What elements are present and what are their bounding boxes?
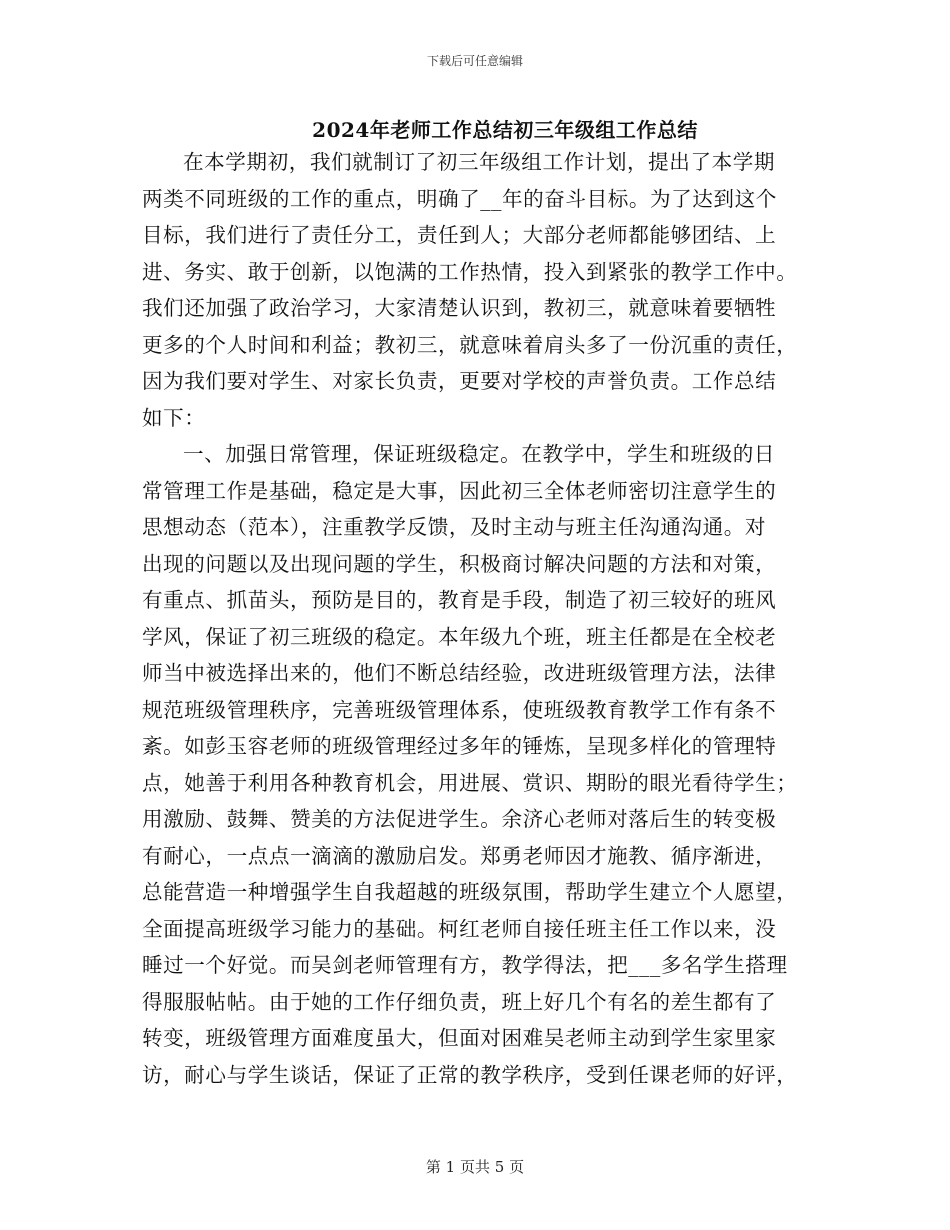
text-line: 睡过一个好觉。而吴剑老师管理有方，教学得法，把___多名学生搭理 [142,953,788,977]
page-footer: 第 1 页共 5 页 [425,1158,525,1176]
text-line: 用激励、鼓舞、赞美的方法促进学生。余济心老师对落后生的转变极 [142,807,777,831]
text-line: 转变，班级管理方面难度虽大，但面对困难吴老师主动到学生家里家 [142,1026,777,1050]
text-line: 如下： [142,405,206,430]
text-line: 有耐心，一点点一滴滴的激励启发。郑勇老师因才施教、循序渐进， [142,843,777,868]
text-line: 师当中被选择出来的，他们不断总结经验，改进班级管理方法，法律 [142,661,777,685]
text-line: 两类不同班级的工作的重点，明确了__年的奋斗目标。为了达到这个 [142,186,777,211]
text-line: 全面提高班级学习能力的基础。柯红老师自接任班主任工作以来，没 [142,916,777,941]
text-line: 点，她善于利用各种教育机会，用进展、赏识、期盼的眼光看待学生； [142,770,798,795]
text-line: 目标，我们进行了责任分工，责任到人；大部分老师都能够团结、上 [142,223,777,247]
text-line: 因为我们要对学生、对家长负责，更要对学校的声誉负责。工作总结 [142,369,777,393]
page-header: 下载后可任意编辑 [426,54,523,68]
text-line: 出现的问题以及出现问题的学生，积极商讨解决问题的方法和对策， [142,551,777,576]
paragraph-intro [142,144,812,436]
text-line: 我们还加强了政治学习，大家清楚认识到，教初三，就意味着要牺牲 [142,296,777,320]
text-line: 得服服帖帖。由于她的工作仔细负责，班上好几个有名的差生都有了 [142,989,777,1014]
text-line: 常管理工作是基础，稳定是大事，因此初三全体老师密切注意学生的 [142,478,777,503]
text-line: 更多的个人时间和利益；教初三，就意味着肩头多了一份沉重的责任， [142,332,798,357]
text-line: 访，耐心与学生谈话，保证了正常的教学秩序，受到任课老师的好评， [142,1062,798,1087]
paragraph-section-one [142,436,812,1093]
text-line: 一、加强日常管理，保证班级稳定。在教学中，学生和班级的日 [183,442,776,466]
text-line: 有重点、抓苗头，预防是目的，教育是手段，制造了初三较好的班风 [142,588,777,612]
text-line: 进、务实、敢于创新，以饱满的工作热情，投入到紧张的教学工作中。 [142,259,798,284]
document-title: 2024年老师工作总结初三年级组工作总结 [312,118,698,142]
text-line: 在本学期初，我们就制订了初三年级组工作计划，提出了本学期 [183,150,776,174]
text-line: 总能营造一种增强学生自我超越的班级氛围，帮助学生建立个人愿望， [142,880,798,904]
text-line: 紊。如彭玉容老师的班级管理经过多年的锤炼，呈现多样化的管理特 [142,734,777,758]
text-line: 思想动态（范本），注重教学反馈，及时主动与班主任沟通沟通。对 [142,515,767,539]
text-line: 规范班级管理秩序，完善班级管理体系，使班级教育教学工作有条不 [142,697,777,722]
text-line: 学风，保证了初三班级的稳定。本年级九个班，班主任都是在全校老 [142,624,777,649]
document-body [142,144,812,1093]
